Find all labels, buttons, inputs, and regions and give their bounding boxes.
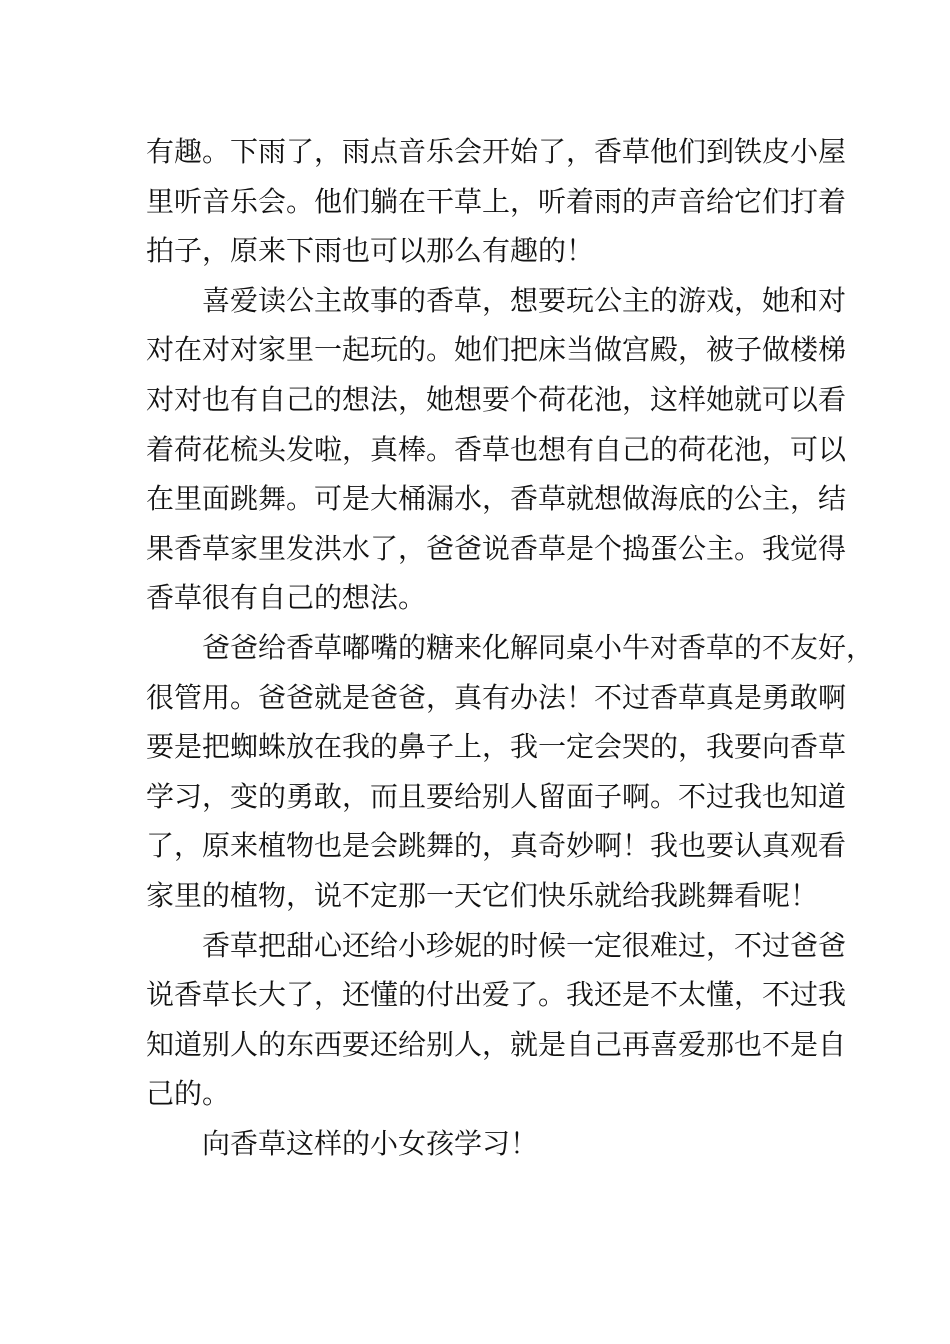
paragraph-3-line-1: 爸爸给香草嘟嘴的糖来化解同桌小牛对香草的不友好， [202,630,875,664]
paragraph-4-line-1: 香草把甜心还给小珍妮的时候一定很难过，不过爸爸 [202,928,847,962]
paragraph-5-line-1: 向香草这样的小女孩学习！ [202,1126,539,1160]
paragraph-3-line-4: 学习，变的勇敢，而且要给别人留面子啊。不过我也知道 [146,779,847,813]
paragraph-2-line-3: 对对也有自己的想法，她想要个荷花池，这样她就可以看 [146,382,847,416]
paragraph-2-line-7: 香草很有自己的想法。 [146,581,427,615]
paragraph-4-line-3: 知道别人的东西要还给别人，就是自己再喜爱那也不是自 [146,1027,847,1061]
paragraph-2-line-1: 喜爱读公主故事的香草，想要玩公主的游戏，她和对 [202,283,847,317]
paragraph-4-line-4: 己的。 [146,1077,231,1111]
paragraph-1-line-2: 里听音乐会。他们躺在干草上，听着雨的声音给它们打着 [146,184,847,218]
paragraph-3-line-6: 家里的植物，说不定那一天它们快乐就给我跳舞看呢！ [146,878,819,912]
paragraph-2-line-5: 在里面跳舞。可是大桶漏水，香草就想做海底的公主，结 [146,482,847,516]
paragraph-3-line-2: 很管用。爸爸就是爸爸，真有办法！不过香草真是勇敢啊 [146,680,847,714]
paragraph-2-line-6: 果香草家里发洪水了，爸爸说香草是个捣蛋公主。我觉得 [146,531,847,565]
paragraph-2-line-4: 着荷花梳头发啦，真棒。香草也想有自己的荷花池，可以 [146,432,847,466]
paragraph-1-line-1: 有趣。下雨了，雨点音乐会开始了，香草他们到铁皮小屋 [146,135,847,168]
paragraph-3-line-5: 了，原来植物也是会跳舞的，真奇妙啊！我也要认真观看 [146,829,847,863]
paragraph-2-line-2: 对在对对家里一起玩的。她们把床当做宫殿，被子做楼梯 [146,333,847,367]
paragraph-3-line-3: 要是把蜘蛛放在我的鼻子上，我一定会哭的，我要向香草 [146,730,847,764]
essay-body [146,127,875,1168]
paragraph-1-line-3: 拍子，原来下雨也可以那么有趣的！ [146,234,595,268]
paragraph-4-line-2: 说香草长大了，还懂的付出爱了。我还是不太懂，不过我 [146,978,847,1012]
